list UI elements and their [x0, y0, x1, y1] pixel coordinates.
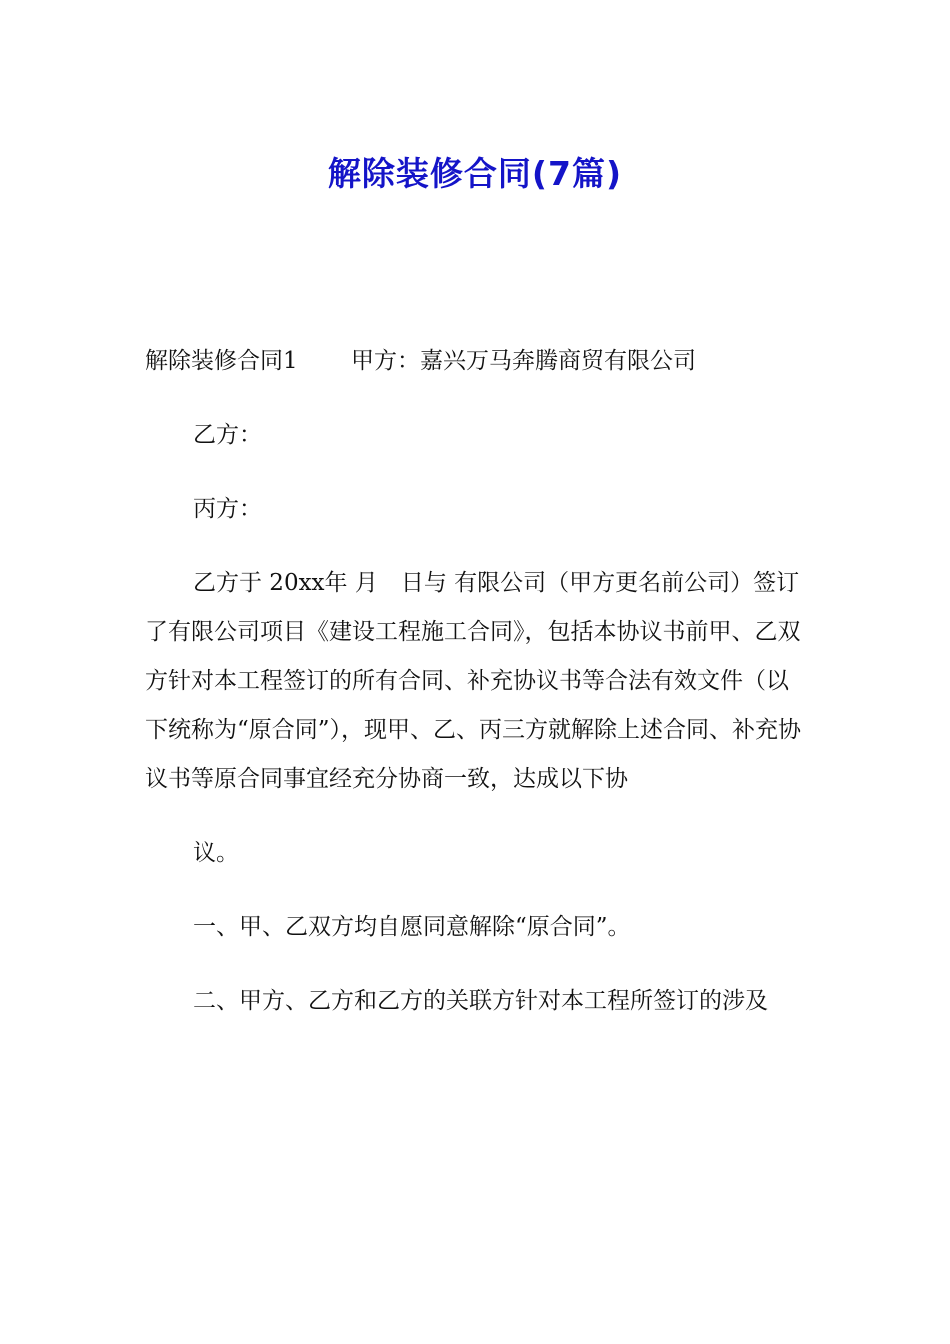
paragraph-clause-1: 一、甲、乙双方均自愿同意解除“原合同”。: [193, 914, 631, 940]
paragraph-agreement-end: 议。: [193, 840, 239, 866]
paragraph-clause-2: 二、甲方、乙方和乙方的关联方针对本工程所签订的涉及: [193, 988, 768, 1014]
document-title: 解除装修合同(7篇): [327, 154, 623, 194]
paragraph-party-b: 乙方：: [193, 422, 262, 448]
paragraph-heading-party-a: 解除装修合同1 甲方：嘉兴万马奔腾商贸有限公司: [145, 348, 696, 374]
document-body: [145, 337, 810, 1051]
paragraph-background: 乙方于 20xx年 月 日与 有限公司（甲方更名前公司）签订了有限公司项目《建设工程施工合同》，包括本协议书前甲、乙双方针对本工程签订的所有合同、补充协议书等合法有效文件（以下统称为“原合同”），现甲、乙、丙三方就解除上述合同、补充协议书等原合同事宜经充分协商一致，达成以下协: [145, 570, 802, 792]
paragraph-party-c: 丙方：: [193, 496, 262, 522]
